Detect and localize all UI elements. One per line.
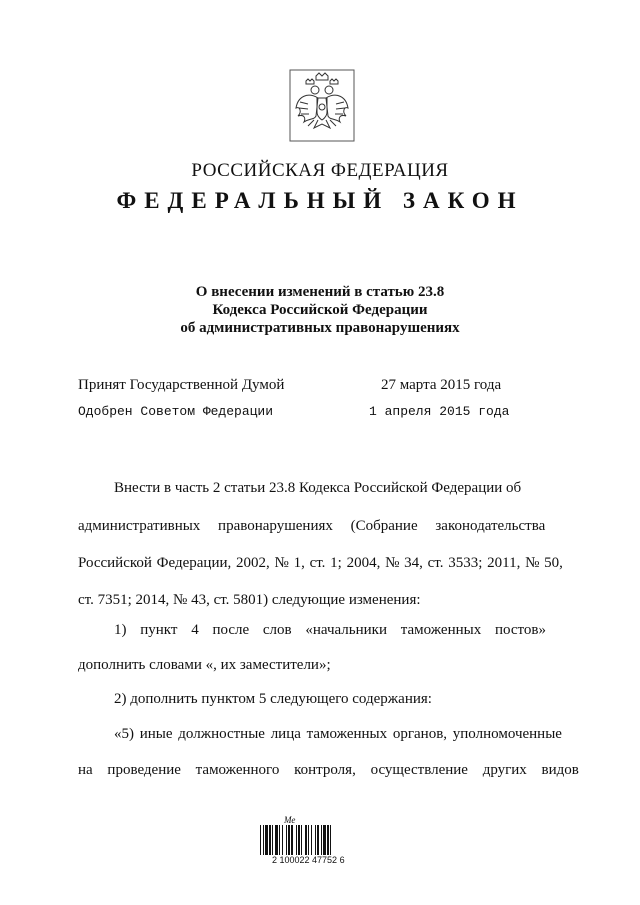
barcode-bar — [288, 825, 290, 855]
body-line: на проведение таможенного контроля, осуществление других видов — [78, 762, 579, 778]
barcode-bar — [279, 825, 280, 855]
barcode-bar — [327, 825, 329, 855]
law-title-line: об административных правонарушениях — [180, 320, 460, 336]
barcode-bar — [275, 825, 278, 855]
barcode-bar — [282, 825, 283, 855]
barcode-bar — [301, 825, 302, 855]
barcode — [258, 815, 368, 865]
barcode-bar — [263, 825, 264, 855]
approved-label: Одобрен Советом Федерации — [78, 404, 274, 419]
law-title-line: Кодекса Российской Федерации — [212, 302, 428, 318]
law-title-line: О внесении изменений в статью 23.8 — [195, 284, 445, 300]
barcode-bar — [315, 825, 316, 855]
body-line: «5) иные должностные лица таможенных органов, уполномоченные — [114, 726, 562, 742]
body-line: дополнить словами «, их заместители»; — [78, 657, 331, 673]
barcode-bar — [265, 825, 268, 855]
barcode-bar — [317, 825, 319, 855]
barcode-bar — [296, 825, 297, 855]
barcode-bars — [258, 825, 368, 855]
barcode-number: 2 100022 47752 6 — [272, 855, 345, 865]
barcode-bar — [269, 825, 271, 855]
country-name: РОССИЙСКАЯ ФЕДЕРАЦИЯ — [191, 160, 449, 181]
barcode-bar — [260, 825, 261, 855]
barcode-bar — [321, 825, 322, 855]
body-line: Внести в часть 2 статьи 23.8 Кодекса Российской Федерации об — [114, 480, 522, 496]
law-type-heading: ФЕДЕРАЛЬНЫЙ ЗАКОН — [116, 188, 524, 213]
barcode-bar — [323, 825, 326, 855]
body-line: 2) дополнить пунктом 5 следующего содержания: — [114, 691, 432, 707]
barcode-bar — [291, 825, 293, 855]
adopted-label: Принят Государственной Думой — [78, 377, 285, 393]
barcode-bar — [298, 825, 300, 855]
approved-date: 1 апреля 2015 года — [369, 404, 510, 419]
body-line: 1) пункт 4 после слов «начальники таможенных постов» — [114, 622, 546, 638]
barcode-bar — [272, 825, 273, 855]
body-line: Российской Федерации, 2002, № 1, ст. 1; 2004, № 34, ст. 3533; 2011, № 50, — [78, 555, 563, 571]
barcode-bar — [308, 825, 309, 855]
adopted-date: 27 марта 2015 года — [381, 377, 502, 393]
body-line: административных правонарушениях (Собрание законодательства — [78, 518, 546, 534]
barcode-bar — [305, 825, 307, 855]
barcode-signature: Ме — [284, 815, 296, 825]
law-title — [0, 283, 640, 337]
barcode-bar — [286, 825, 287, 855]
barcode-bar — [330, 825, 331, 855]
body-line: ст. 7351; 2014, № 43, ст. 5801) следующие изменения: — [78, 592, 421, 608]
coat-of-arms-icon — [288, 68, 356, 143]
barcode-bar — [311, 825, 312, 855]
